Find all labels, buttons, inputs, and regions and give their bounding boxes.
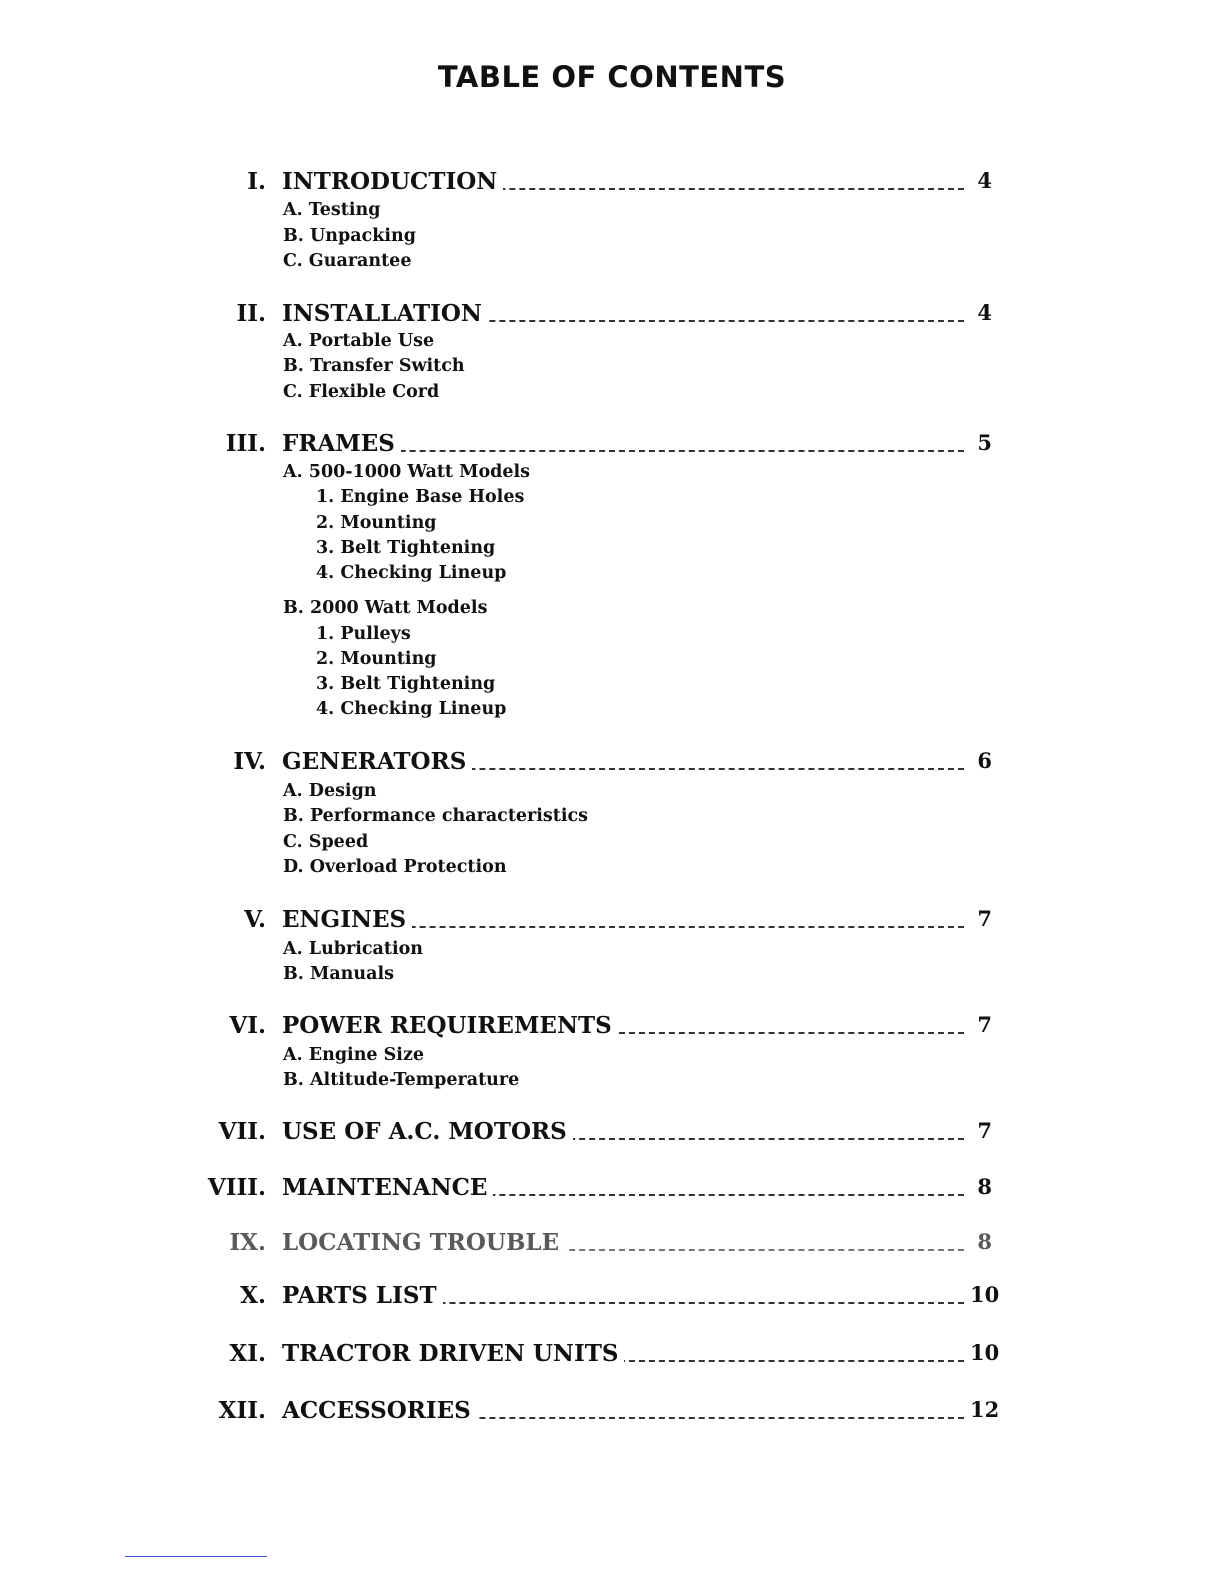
sub-sub-item: 3. Belt Tightening	[316, 538, 496, 558]
sub-item: B. Altitude-Temperature	[283, 1070, 520, 1090]
page-number: 7	[977, 1118, 992, 1143]
sub-item: A. Lubrication	[283, 939, 424, 959]
page-number: 10	[970, 1282, 1000, 1307]
toc-entry-parts-list[interactable]	[0, 1282, 1224, 1318]
sub-item: C. Speed	[283, 832, 369, 852]
sub-item: A. Engine Size	[283, 1045, 425, 1065]
section-heading: ENGINES	[282, 906, 412, 933]
section-heading: USE OF A.C. MOTORS	[282, 1118, 573, 1145]
toc-entry-introduction[interactable]	[0, 168, 1224, 204]
sub-item: B. Performance characteristics	[283, 806, 589, 826]
section-heading: MAINTENANCE	[282, 1174, 493, 1201]
section-numeral: X.	[240, 1282, 266, 1309]
page-number: 10	[970, 1340, 1000, 1365]
footer-rule	[125, 1556, 267, 1557]
sub-group-label: B. 2000 Watt Models	[283, 598, 488, 618]
section-numeral: XI.	[229, 1340, 266, 1367]
toc-entry-accessories[interactable]	[0, 1397, 1224, 1433]
page-title: TABLE OF CONTENTS	[437, 60, 787, 94]
sub-sub-item: 3. Belt Tightening	[316, 674, 496, 694]
sub-item: B. Transfer Switch	[283, 356, 465, 376]
sub-sub-item: 1. Engine Base Holes	[316, 487, 525, 507]
section-heading: GENERATORS	[282, 748, 472, 775]
toc-entry-maintenance[interactable]	[0, 1174, 1224, 1210]
page-number: 4	[977, 300, 992, 325]
section-heading: FRAMES	[282, 430, 401, 457]
section-heading: INTRODUCTION	[282, 168, 503, 195]
section-heading: LOCATING TROUBLE	[282, 1229, 565, 1256]
toc-entry-generators[interactable]	[0, 748, 1224, 784]
sub-item: C. Guarantee	[283, 251, 412, 271]
page-number: 7	[977, 1012, 992, 1037]
section-heading: PARTS LIST	[282, 1282, 443, 1309]
sub-sub-item: 1. Pulleys	[316, 624, 411, 644]
section-numeral: V.	[244, 906, 266, 933]
section-heading: TRACTOR DRIVEN UNITS	[282, 1340, 624, 1367]
sub-item: B. Unpacking	[283, 226, 416, 246]
sub-sub-item: 2. Mounting	[316, 649, 437, 669]
toc-entry-tractor-driven-units[interactable]	[0, 1340, 1224, 1376]
toc-entry-engines[interactable]	[0, 906, 1224, 942]
sub-group-label: A. 500-1000 Watt Models	[283, 462, 530, 482]
page-number: 6	[977, 748, 992, 773]
page-number: 12	[970, 1397, 1000, 1422]
section-heading: ACCESSORIES	[282, 1397, 477, 1424]
section-numeral: XII.	[218, 1397, 266, 1424]
sub-item: A. Design	[283, 781, 377, 801]
toc-entry-power-requirements[interactable]	[0, 1012, 1224, 1048]
section-numeral: VI.	[229, 1012, 266, 1039]
section-numeral: VII.	[218, 1118, 266, 1145]
section-numeral: I.	[247, 168, 266, 195]
section-numeral: IX.	[229, 1229, 266, 1256]
page-number: 5	[977, 430, 992, 455]
page-number: 7	[977, 906, 992, 931]
section-heading: POWER REQUIREMENTS	[282, 1012, 618, 1039]
page-number: 4	[977, 168, 992, 193]
sub-item: A. Portable Use	[283, 331, 435, 351]
toc-entry-frames[interactable]	[0, 430, 1224, 466]
section-heading: INSTALLATION	[282, 300, 488, 327]
sub-item: A. Testing	[283, 200, 381, 220]
toc-entry-locating-trouble[interactable]	[0, 1229, 1224, 1265]
toc-entry-use-of-ac-motors[interactable]	[0, 1118, 1224, 1154]
section-numeral: III.	[225, 430, 266, 457]
sub-sub-item: 4. Checking Lineup	[316, 563, 507, 583]
toc-entry-installation[interactable]	[0, 300, 1224, 336]
section-numeral: II.	[236, 300, 266, 327]
sub-item: C. Flexible Cord	[283, 382, 440, 402]
sub-item: B. Manuals	[283, 964, 394, 984]
sub-sub-item: 4. Checking Lineup	[316, 699, 507, 719]
section-numeral: VIII.	[207, 1174, 266, 1201]
sub-sub-item: 2. Mounting	[316, 513, 437, 533]
page-number: 8	[977, 1229, 992, 1254]
sub-item: D. Overload Protection	[283, 857, 507, 877]
page-number: 8	[977, 1174, 992, 1199]
section-numeral: IV.	[233, 748, 266, 775]
